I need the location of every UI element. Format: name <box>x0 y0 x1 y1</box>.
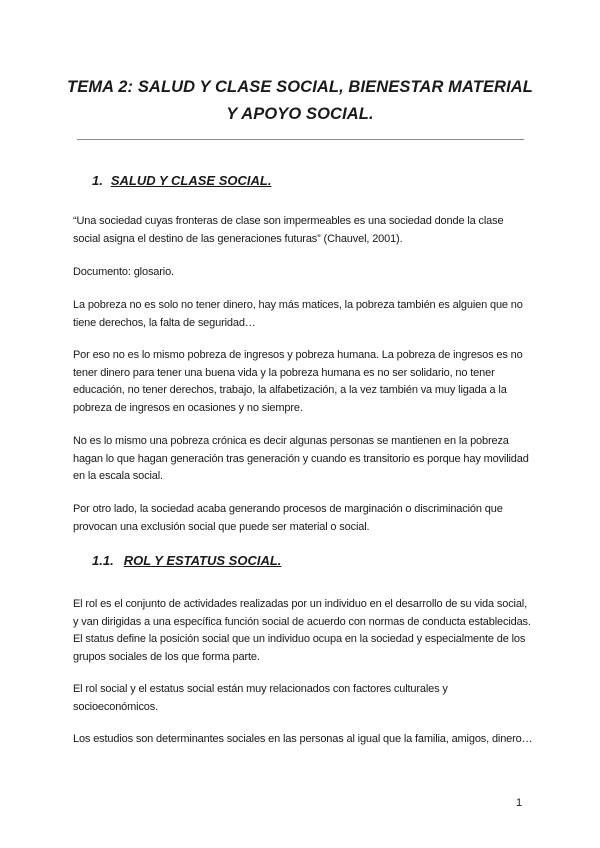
paragraph-pobreza: La pobreza no es solo no tener dinero, hay más matices, la pobreza también es alguien que no tiene derechos, la falta de seguridad… <box>73 299 523 329</box>
paragraph-quote: “Una sociedad cuyas fronteras de clase son impermeables es una sociedad donde la clase social asigna el destino de las generaciones futuras” (Chauvel, 2001). <box>73 215 504 245</box>
section-heading-1-1 <box>92 552 281 570</box>
paragraph-documento: Documento: glosario. <box>73 266 174 278</box>
paragraph-pobreza-cronica: No es lo mismo una pobreza crónica es decir algunas personas se mantienen en la pobreza hagan lo que hagan generación tras generación y cuando es transitorio es porque hay movilidad en la escala social. <box>73 435 529 482</box>
paragraph-rol: El rol es el conjunto de actividades realizadas por un individuo en el desarrollo de su vida social, y van dirigidas a una específica función social de acuerdo con normas de conducta establecidas. El status define la posición social que un individuo ocupa en la sociedad y especialmente de los grupos sociales de los que forma parte. <box>73 598 531 663</box>
subsection-title: ROL Y ESTATUS SOCIAL. <box>123 553 282 568</box>
subsection-number: 1.1. <box>92 553 114 568</box>
document-title: TEMA 2: SALUD Y CLASE SOCIAL, BIENESTAR MATERIAL Y APOYO SOCIAL. <box>67 78 533 123</box>
section-number: 1. <box>92 173 103 188</box>
page-number: 1 <box>516 797 523 809</box>
title-divider <box>77 139 524 140</box>
paragraph-estudios: Los estudios son determinantes sociales en las personas al igual que la familia, amigos, dinero… <box>73 733 533 745</box>
section-heading-1 <box>92 172 271 190</box>
paragraph-rol-estatus: El rol social y el estatus social están muy relacionados con factores culturales y socioeconómicos. <box>73 683 448 713</box>
paragraph-exclusion: Por otro lado, la sociedad acaba generando procesos de marginación o discriminación que provocan una exclusión social que puede ser material o social. <box>73 503 503 533</box>
section-title: SALUD Y CLASE SOCIAL. <box>110 173 272 188</box>
paragraph-ingresos-humana: Por eso no es lo mismo pobreza de ingresos y pobreza humana. La pobreza de ingresos es no tener dinero para tener una buena vida y la pobreza humana es no ser solidario, no tener educación, no tener derechos, trabajo, la alfabetización, a la vez también va muy ligada a la pobreza de ingresos en ocasiones y no siempre. <box>73 349 523 414</box>
